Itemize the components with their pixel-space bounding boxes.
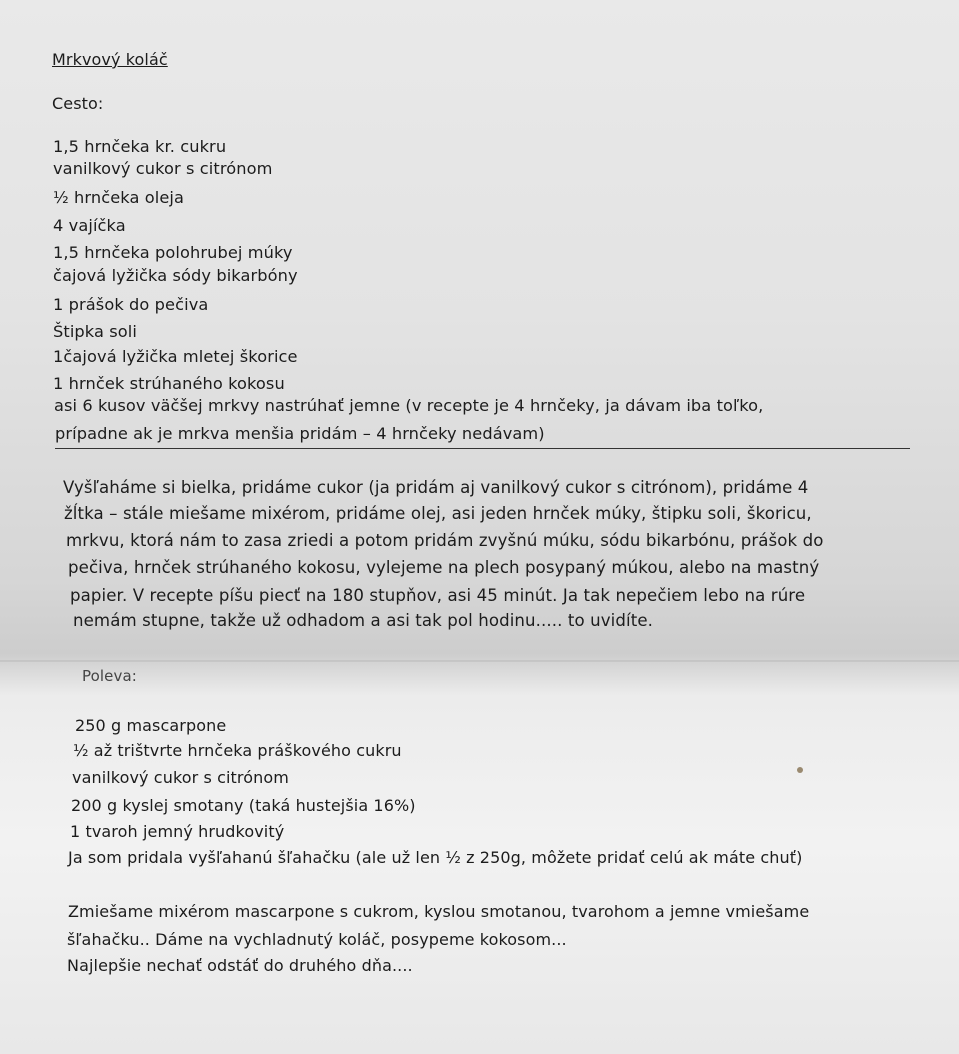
ingredient-line: vanilkový cukor s citrónom [53, 159, 273, 178]
ingredient-line: 1čajová lyžička mletej škorice [53, 347, 298, 366]
recipe-title: Mrkvový koláč [52, 50, 168, 69]
ingredient-line: 1 hrnček strúhaného kokosu [53, 374, 285, 393]
ingredient-line: ½ až trištvrte hrnčeka práškového cukru [73, 741, 402, 760]
ingredient-line: Štipka soli [53, 322, 137, 341]
ingredient-line: 250 g mascarpone [75, 716, 227, 735]
method-line: pečiva, hrnček strúhaného kokosu, vylejeme na plech posypaný múkou, alebo na mastný [68, 558, 820, 577]
method-line: šľahačku.. Dáme na vychladnutý koláč, posypeme kokosom... [67, 930, 567, 949]
ingredient-line: Ja som pridala vyšľahanú šľahačku (ale už len ½ z 250g, môžete pridať celú ak máte chuť) [68, 848, 803, 867]
ingredient-line: čajová lyžička sódy bikarbóny [53, 266, 298, 285]
method-line: Vyšľaháme si bielka, pridáme cukor (ja pridám aj vanilkový cukor s citrónom), pridáme 4 [63, 478, 809, 497]
paper-fold [0, 660, 959, 662]
ingredient-line: vanilkový cukor s citrónom [72, 768, 289, 787]
ingredient-line: prípadne ak je mrkva menšia pridám – 4 hrnčeky nedávam) [55, 424, 545, 443]
method-line: žĺtka – stále miešame mixérom, pridáme olej, asi jeden hrnček múky, štipku soli, škoricu, [64, 504, 812, 523]
ingredient-line: 200 g kyslej smotany (taká hustejšia 16%) [71, 796, 416, 815]
ingredient-line: 1 tvaroh jemný hrudkovitý [70, 822, 285, 841]
paper-speck [797, 767, 803, 773]
ingredient-line: asi 6 kusov väčšej mrkvy nastrúhať jemne (v recepte je 4 hrnčeky, ja dávam iba toľko, [54, 396, 764, 415]
section-divider [55, 448, 910, 449]
ingredient-line: ½ hrnčeka oleja [53, 188, 185, 207]
dough-heading: Cesto: [52, 94, 104, 113]
ingredient-line: 1,5 hrnčeka polohrubej múky [53, 243, 293, 262]
method-line: papier. V recepte píšu piecť na 180 stupňov, asi 45 minút. Ja tak nepečiem lebo na rúre [70, 586, 806, 605]
method-line: Najlepšie nechať odstáť do druhého dňa.... [67, 956, 413, 975]
ingredient-line: 1,5 hrnčeka kr. cukru [53, 137, 227, 156]
method-line: mrkvu, ktorá nám to zasa zriedi a potom pridám zvyšnú múku, sódu bikarbónu, prášok do [66, 531, 824, 550]
ingredient-line: 1 prášok do pečiva [53, 295, 209, 314]
method-line: nemám stupne, takže už odhadom a asi tak pol hodinu..... to uvidíte. [73, 611, 654, 630]
method-line: Zmiešame mixérom mascarpone s cukrom, kyslou smotanou, tvarohom a jemne vmiešame [68, 902, 810, 921]
ingredient-line: 4 vajíčka [53, 216, 126, 235]
glaze-heading: Poleva: [82, 667, 137, 685]
